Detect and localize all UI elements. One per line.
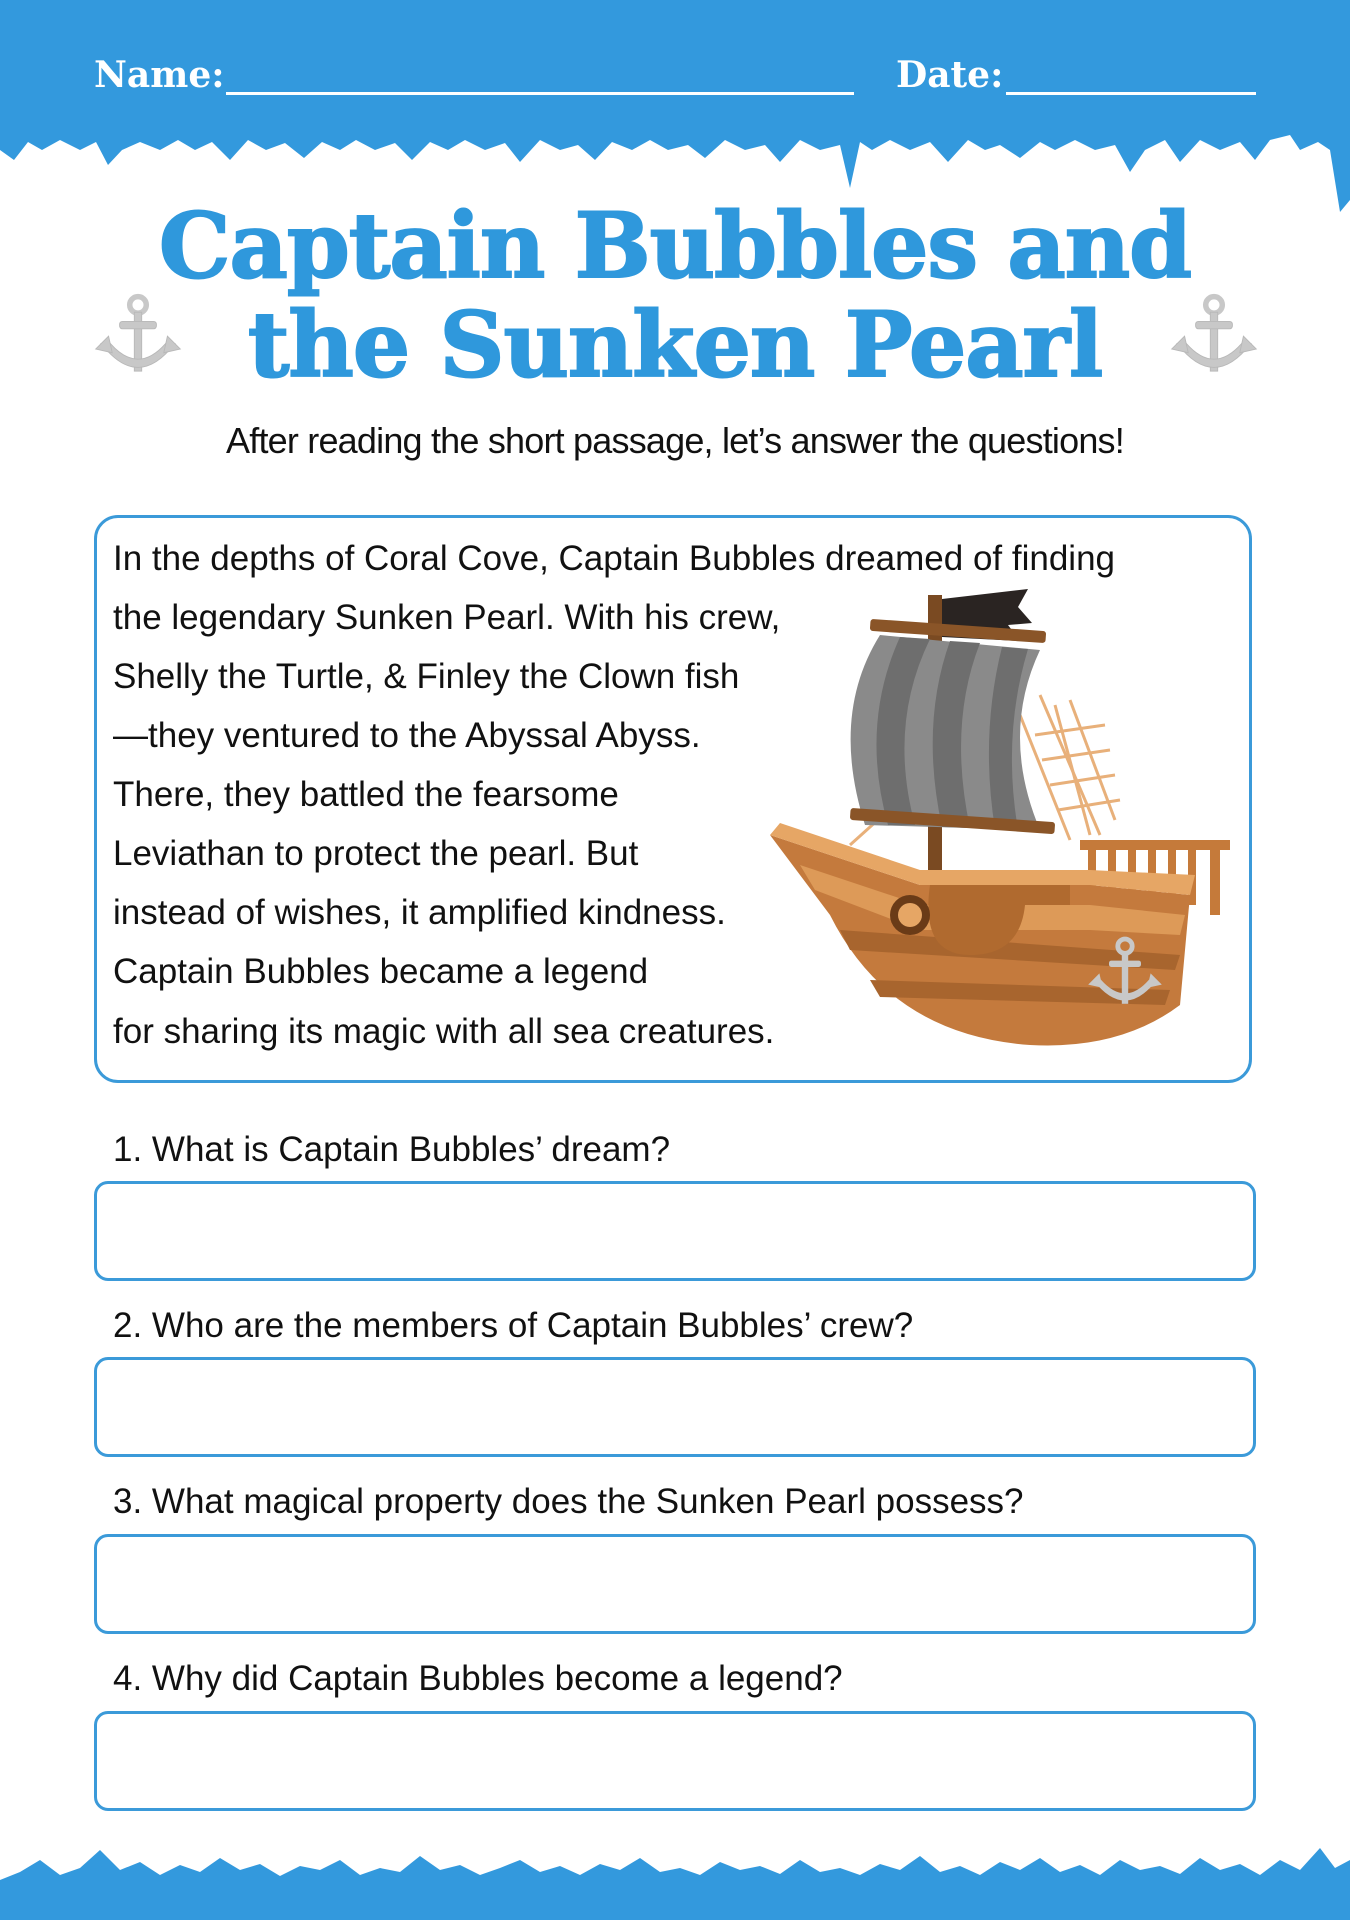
question-1: 1. What is Captain Bubbles’ dream? — [113, 1130, 671, 1169]
footer-band — [0, 1820, 1350, 1920]
passage-line: the legendary Sunken Pearl. With his crew, — [113, 598, 781, 637]
passage-line: for sharing its magic with all sea creatures. — [113, 1012, 775, 1051]
passage-line: instead of wishes, it amplified kindness. — [113, 893, 726, 932]
instructions: After reading the short passage, let’s answer the questions! — [226, 420, 1124, 461]
name-field[interactable] — [226, 92, 854, 95]
pirate-ship-illustration — [770, 585, 1240, 1055]
page-title-line-1: Captain Bubbles and — [158, 193, 1192, 299]
answer-box-4[interactable] — [94, 1711, 1256, 1811]
passage-line: Leviathan to protect the pearl. But — [113, 834, 639, 873]
passage-line: Captain Bubbles became a legend — [113, 952, 649, 991]
question-4: 4. Why did Captain Bubbles become a legend? — [113, 1659, 843, 1698]
anchor-icon — [1168, 292, 1260, 384]
passage-line: Shelly the Turtle, & Finley the Clown fish — [113, 657, 740, 696]
passage-line: In the depths of Coral Cove, Captain Bubbles dreamed of finding — [113, 539, 1116, 578]
question-3: 3. What magical property does the Sunken Pearl possess? — [113, 1482, 1024, 1521]
passage-line: —they ventured to the Abyssal Abyss. — [113, 716, 701, 755]
date-field[interactable] — [1006, 92, 1256, 95]
date-label: Date: — [896, 54, 1004, 96]
page-title-line-2: the Sunken Pearl — [247, 292, 1103, 398]
answer-box-3[interactable] — [94, 1534, 1256, 1634]
passage-line: There, they battled the fearsome — [113, 775, 619, 814]
name-label: Name: — [94, 54, 225, 96]
answer-box-2[interactable] — [94, 1357, 1256, 1457]
question-2: 2. Who are the members of Captain Bubbles’ crew? — [113, 1306, 914, 1345]
answer-box-1[interactable] — [94, 1181, 1256, 1281]
anchor-icon — [92, 292, 184, 384]
